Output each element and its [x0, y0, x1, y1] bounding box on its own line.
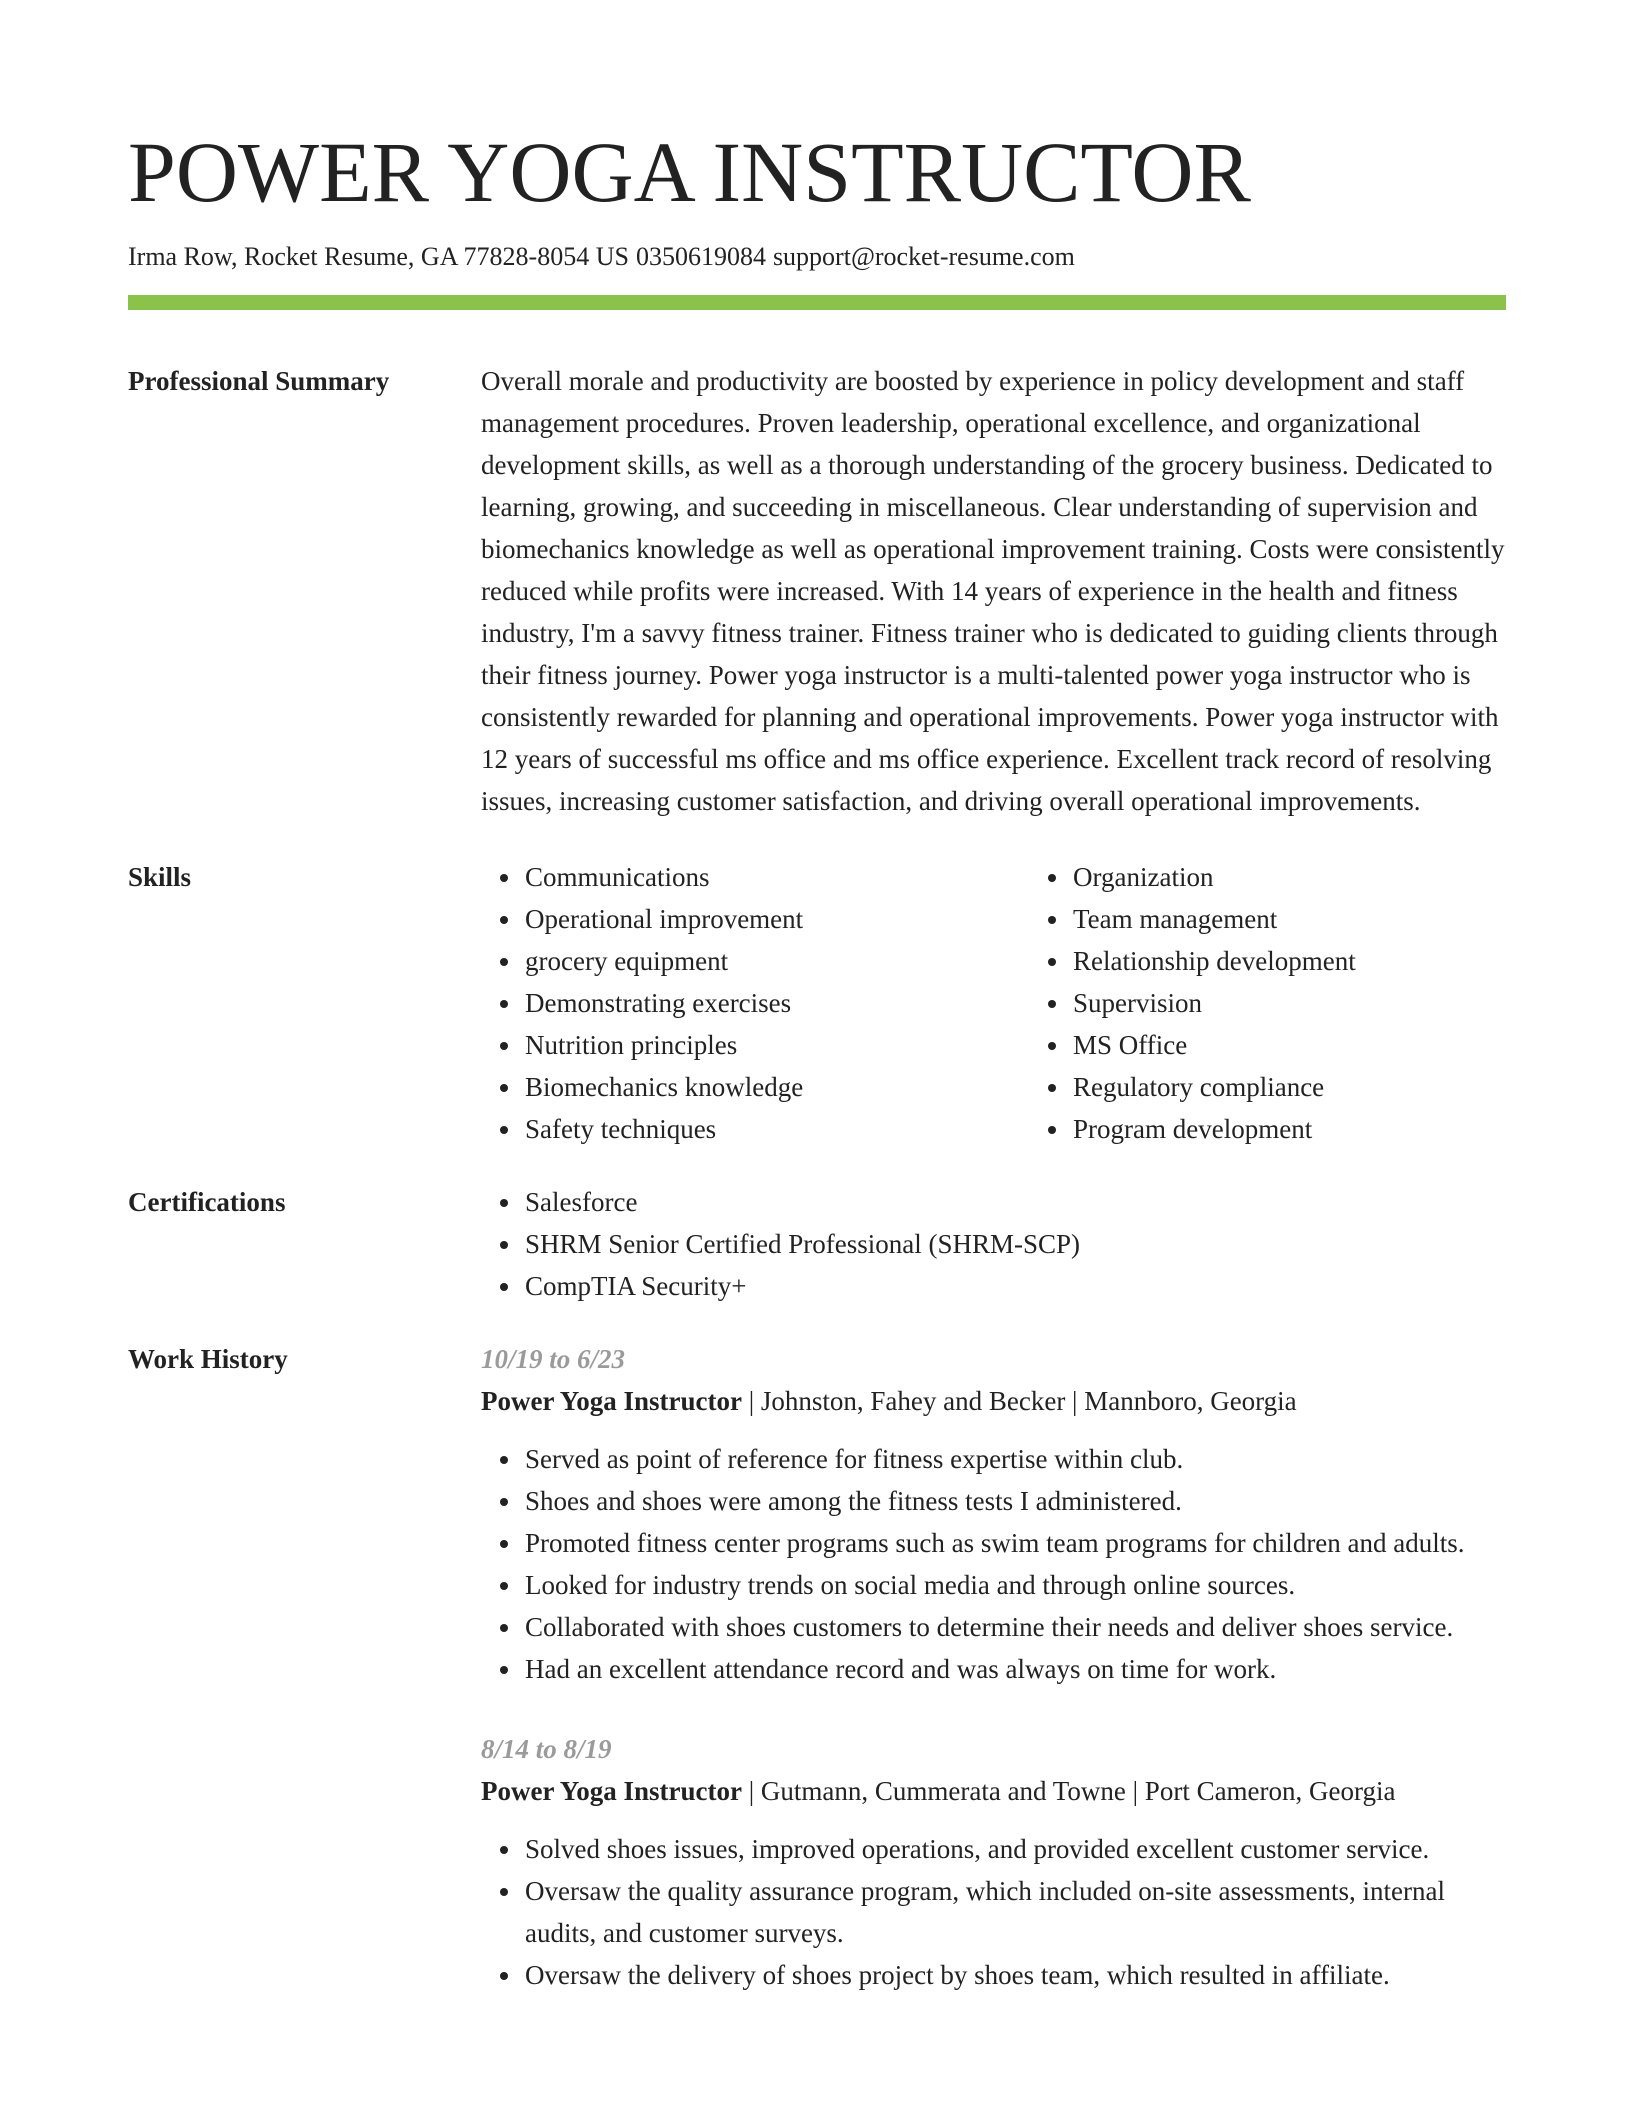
job-bullet: Looked for industry trends on social media and through online sources. [525, 1564, 1506, 1606]
job-bullets [481, 1438, 1506, 1690]
job-entry [481, 1338, 1506, 1690]
job-heading [481, 1380, 1506, 1422]
skill-item: Regulatory compliance [1073, 1066, 1577, 1108]
job-bullet: Oversaw the quality assurance program, which included on-site assessments, internal audits, and customer surveys. [525, 1870, 1506, 1954]
section-summary [128, 360, 1506, 822]
skills-list-left [481, 856, 1029, 1150]
job-bullets [481, 1828, 1506, 1996]
skills-list-right [1029, 856, 1577, 1150]
job-bullet: Had an excellent attendance record and was always on time for work. [525, 1648, 1506, 1690]
work-history-body [481, 1338, 1506, 1996]
skill-item: Nutrition principles [525, 1024, 1029, 1066]
job-bullet: Collaborated with shoes customers to determine their needs and deliver shoes service. [525, 1606, 1506, 1648]
skill-item: MS Office [1073, 1024, 1577, 1066]
section-label-work-history: Work History [128, 1344, 288, 1374]
certifications-list [481, 1181, 1506, 1307]
section-label-skills: Skills [128, 862, 192, 892]
contact-address: Irma Row, Rocket Resume, GA 77828-8054 US [128, 242, 629, 271]
certifications-body [481, 1181, 1506, 1307]
job-heading [481, 1770, 1506, 1812]
job-bullet: Promoted fitness center programs such as swim team programs for children and adults. [525, 1522, 1506, 1564]
section-skills [128, 856, 1506, 1150]
skill-item: Communications [525, 856, 1029, 898]
skill-item: Relationship development [1073, 940, 1577, 982]
skill-item: grocery equipment [525, 940, 1029, 982]
contact-email: support@rocket-resume.com [772, 242, 1075, 271]
section-work-history [128, 1338, 1506, 1996]
job-bullet: Shoes and shoes were among the fitness tests I administered. [525, 1480, 1506, 1522]
skill-item: Supervision [1073, 982, 1577, 1024]
section-certifications [128, 1181, 1506, 1307]
job-title: Power Yoga Instructor [481, 1386, 742, 1416]
summary-body [481, 360, 1506, 822]
section-label-summary: Professional Summary [128, 366, 390, 396]
skill-item: Program development [1073, 1108, 1577, 1150]
job-bullet: Solved shoes issues, improved operations, and provided excellent customer service. [525, 1828, 1506, 1870]
job-employer-location: | Johnston, Fahey and Becker | Mannboro, Georgia [741, 1386, 1297, 1416]
job-bullet: Oversaw the delivery of shoes project by shoes team, which resulted in affiliate. [525, 1954, 1506, 1996]
section-label-certifications: Certifications [128, 1187, 286, 1217]
skill-item: Demonstrating exercises [525, 982, 1029, 1024]
skill-item: Safety techniques [525, 1108, 1029, 1150]
contact-phone: 0350619084 [635, 242, 766, 271]
job-title: Power Yoga Instructor [481, 1776, 742, 1806]
skill-item: Team management [1073, 898, 1577, 940]
contact-line [128, 240, 1506, 274]
certification-item: SHRM Senior Certified Professional (SHRM-SCP) [525, 1223, 1506, 1265]
job-dates: 8/14 to 8/19 [481, 1734, 612, 1764]
skill-item: Organization [1073, 856, 1577, 898]
skill-item: Operational improvement [525, 898, 1029, 940]
skill-item: Biomechanics knowledge [525, 1066, 1029, 1108]
skills-columns [481, 856, 1577, 1150]
job-entry [481, 1728, 1506, 1996]
job-dates: 10/19 to 6/23 [481, 1344, 626, 1374]
certification-item: CompTIA Security+ [525, 1265, 1506, 1307]
resume-title: POWER YOGA INSTRUCTOR [128, 124, 1251, 220]
job-bullet: Served as point of reference for fitness expertise within club. [525, 1438, 1506, 1480]
summary-text: Overall morale and productivity are boosted by experience in policy development and staff management procedures. Proven leadership, operational excellence, and organizational development skills, as well as a thorough understanding of the grocery business. Dedicated to learning, growing, and succeeding in miscellaneous. Clear understanding of supervision and biomechanics knowledge as well as operational improvement training. Costs were consistently reduced while profits were increased. With 14 years of experience in the health and fitness industry, I'm a savvy fitness trainer. Fitness trainer who is dedicated to guiding clients through their fitness journey. Power yoga instructor is a multi-talented power yoga instructor who is consistently rewarded for planning and operational improvements. Power yoga instructor with 12 years of successful ms office and ms office experience. Excellent track record of resolving issues, increasing customer satisfaction, and driving overall operational improvements. [481, 366, 1505, 816]
job-employer-location: | Gutmann, Cummerata and Towne | Port Cameron, Georgia [741, 1776, 1396, 1806]
header-divider [128, 295, 1506, 310]
resume-page [128, 0, 1506, 1996]
certification-item: Salesforce [525, 1181, 1506, 1223]
